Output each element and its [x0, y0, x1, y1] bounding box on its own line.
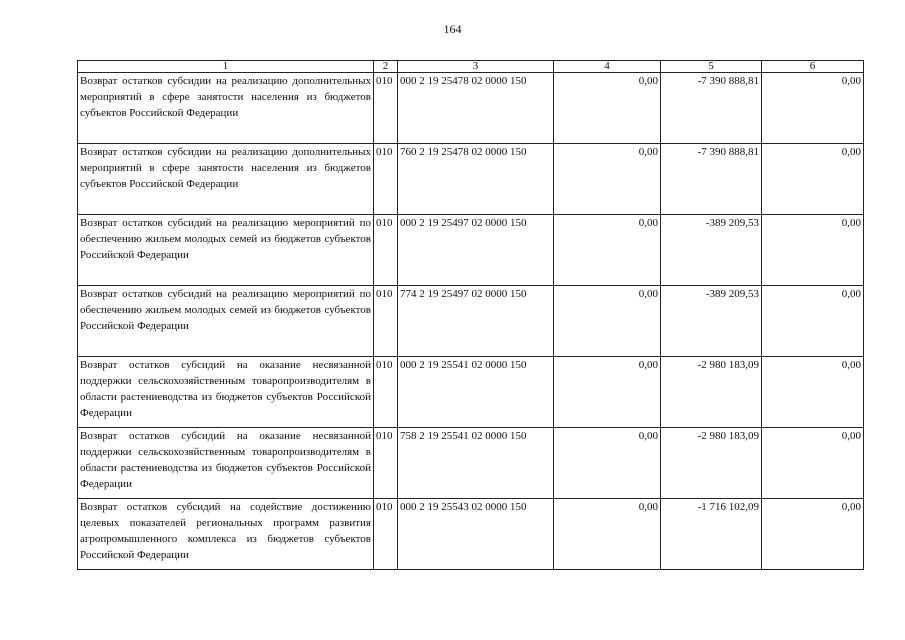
- row-admin-code: 010: [374, 357, 398, 428]
- row-budget-code: 760 2 19 25478 02 0000 150: [398, 144, 554, 215]
- row-budget-code: 000 2 19 25497 02 0000 150: [398, 215, 554, 286]
- row-budget-code: 758 2 19 25541 02 0000 150: [398, 428, 554, 499]
- table-row: [78, 73, 864, 144]
- header-col-4: 4: [554, 61, 661, 73]
- table-row: [78, 428, 864, 499]
- row-admin-code: 010: [374, 428, 398, 499]
- page-number: 164: [443, 22, 462, 36]
- row-col-6: 0,00: [762, 73, 864, 144]
- row-col-4: 0,00: [554, 144, 661, 215]
- row-col-5: -7 390 888,81: [661, 144, 762, 215]
- header-col-5: 5: [661, 61, 762, 73]
- row-col-4: 0,00: [554, 215, 661, 286]
- row-col-4: 0,00: [554, 357, 661, 428]
- row-col-5: -7 390 888,81: [661, 73, 762, 144]
- row-budget-code: 000 2 19 25543 02 0000 150: [398, 499, 554, 570]
- row-col-4: 0,00: [554, 73, 661, 144]
- row-col-5: -1 716 102,09: [661, 499, 762, 570]
- row-name: Возврат остатков субсидий на оказание несвязанной поддержки сельскохозяйственным товаропроизводителям в области растениеводства из бюджетов субъектов Российской Федерации: [78, 357, 374, 428]
- header-col-6: 6: [762, 61, 864, 73]
- row-budget-code: 000 2 19 25541 02 0000 150: [398, 357, 554, 428]
- row-col-6: 0,00: [762, 286, 864, 357]
- table-row: [78, 215, 864, 286]
- row-col-6: 0,00: [762, 499, 864, 570]
- row-name: Возврат остатков субсидии на реализацию дополнительных мероприятий в сфере занятости населения из бюджетов субъектов Российской Федерации: [78, 144, 374, 215]
- row-col-6: 0,00: [762, 215, 864, 286]
- row-name: Возврат остатков субсидии на реализацию дополнительных мероприятий в сфере занятости населения из бюджетов субъектов Российской Федерации: [78, 73, 374, 144]
- header-col-2: 2: [374, 61, 398, 73]
- row-name: Возврат остатков субсидий на оказание несвязанной поддержки сельскохозяйственным товаропроизводителям в области растениеводства из бюджетов субъектов Российской Федерации: [78, 428, 374, 499]
- row-admin-code: 010: [374, 73, 398, 144]
- row-name: Возврат остатков субсидий на содействие достижению целевых показателей региональных программ развития агропромышленного комплекса из бюджетов субъектов Российской Федерации: [78, 499, 374, 570]
- row-col-5: -389 209,53: [661, 215, 762, 286]
- row-name: Возврат остатков субсидий на реализацию мероприятий по обеспечению жильем молодых семей из бюджетов субъектов Российской Федерации: [78, 215, 374, 286]
- row-col-6: 0,00: [762, 144, 864, 215]
- table-row: [78, 286, 864, 357]
- row-name: Возврат остатков субсидий на реализацию мероприятий по обеспечению жильем молодых семей из бюджетов субъектов Российской Федерации: [78, 286, 374, 357]
- table-row: [78, 357, 864, 428]
- budget-table: [77, 60, 864, 570]
- row-col-6: 0,00: [762, 428, 864, 499]
- row-admin-code: 010: [374, 144, 398, 215]
- row-col-4: 0,00: [554, 428, 661, 499]
- row-admin-code: 010: [374, 215, 398, 286]
- row-col-4: 0,00: [554, 286, 661, 357]
- row-admin-code: 010: [374, 286, 398, 357]
- header-row: [78, 61, 864, 73]
- row-admin-code: 010: [374, 499, 398, 570]
- row-col-4: 0,00: [554, 499, 661, 570]
- row-col-6: 0,00: [762, 357, 864, 428]
- row-col-5: -2 980 183,09: [661, 357, 762, 428]
- row-col-5: -389 209,53: [661, 286, 762, 357]
- table-row: [78, 499, 864, 570]
- row-budget-code: 774 2 19 25497 02 0000 150: [398, 286, 554, 357]
- row-col-5: -2 980 183,09: [661, 428, 762, 499]
- row-budget-code: 000 2 19 25478 02 0000 150: [398, 73, 554, 144]
- header-col-3: 3: [398, 61, 554, 73]
- header-col-1: 1: [78, 61, 374, 73]
- table-row: [78, 144, 864, 215]
